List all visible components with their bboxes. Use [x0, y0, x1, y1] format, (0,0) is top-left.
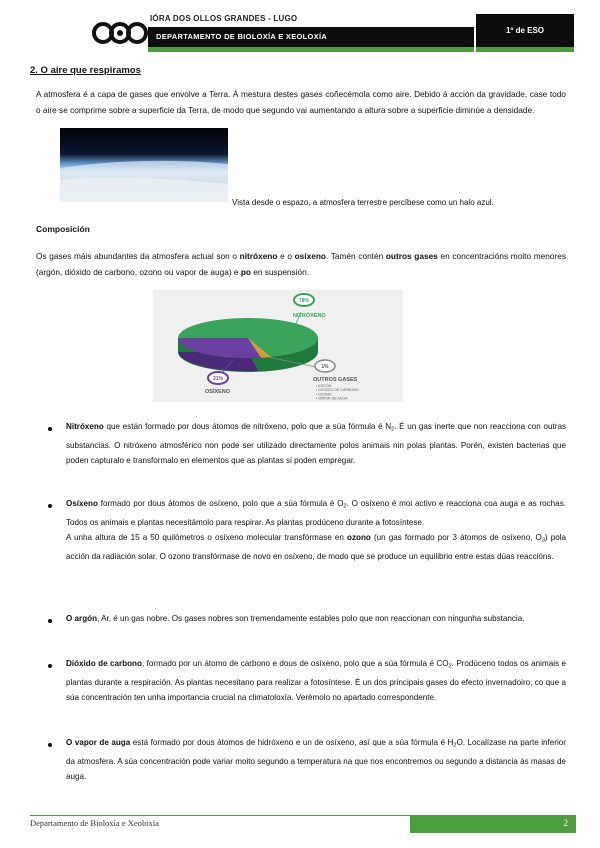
- course-level: 1º de ESO: [505, 26, 545, 35]
- bullet-marker: [48, 743, 52, 747]
- composition-title: Composición: [36, 224, 90, 234]
- composition-pie-chart: [153, 290, 403, 402]
- bullet-argon: O argón, Ar, é un gas nobre. Os gases nobres son tremendamente estables polo que non reaccionan con ningunha substancia.: [66, 614, 525, 623]
- other-gases-list: [316, 383, 359, 401]
- school-logo: [92, 14, 148, 52]
- header-department: DEPARTAMENTO DE BIOLOXÍA E XEOLOXÍA: [156, 32, 328, 41]
- nitrogen-category-label: NITRÓXENO: [293, 313, 326, 319]
- nitrogen-percent-label: 78%: [298, 298, 310, 304]
- header-department-bar: [148, 27, 474, 52]
- other-gas-item: • ARGÓN: [316, 384, 332, 388]
- pie-chart-svg: [153, 290, 403, 402]
- bullet-marker: [48, 427, 52, 431]
- footer-department: Departamento de Bioloxía e Xeoloxía: [30, 818, 159, 828]
- bullet-nitrogen: Nitróxeno que están formado por dous átomos de nitróxeno, polo que a súa fórmula é $N_2$. É un gas inerte que non reacciona con outras substancias. O nitróxeno atmosférico non pode ser utilizado directamente polos animais nin polas plantas. Porén, existen bacterias que poden capturalo e transformalo en elementos que as plantas si poden empregar.: [66, 422, 566, 465]
- footer-page-box: [410, 815, 576, 833]
- bullet-marker: [48, 619, 52, 623]
- school-name: IÓRA DOS OLLOS GRANDES - LUGO: [150, 14, 298, 23]
- intro-paragraph: A atmosfera é a capa de gases que envolve a Terra. Á mestura destes gases coñecémola como aire. Debido á acción da gravidade, case todo o aire se comprime sobre a superficie da Terra, de modo que segundo vai aumentando a altura sobre a superficie diminúe a densidade.: [36, 89, 566, 115]
- bullet-carbon-dioxide: Dióxido de carbono, formado por un átomo de carbono e dous de osíxeno, polo que a súa fórmula é $CO_2$. Prodúceno todos os animais e plantas durante a respiración. As plantas necesitano para realizar a fotosíntese. É un dos principais gases do efecto invernadoiro, co que a súa concentración ten unha importancia crucial na climatoloxía. Verémolo no apartado correspondente.: [66, 659, 566, 702]
- other-gas-item: • DIÓXIDO DE CARBONO: [316, 388, 359, 393]
- other-gas-item: • VAPOR DE AUGA: [316, 396, 348, 401]
- image-caption: Vista desde o espazo, a atmosfera terrestre percíbese como un halo azul.: [232, 198, 494, 207]
- bullet-oxygen: Osíxeno formado por dous átomos de osíxeno, polo que a súa fórmula é $O_2$. O osíxeno é moi activo e reacciona coa auga e as rochas. Todos os animais e plantas necesitámolo para respirar. As plantas prodúceno durante a fotosíntese. A unha altura de 15 a 50 quilómetros o osíxeno molecular transfórmase en ozono (un gas formado por 3 átomos de osíxeno, $O_3$) pola acción da radiación solar. O ozono transfórmase de novo en osíxeno, de modo que se produce un equilibrio entre estas dúas reaccións.: [66, 499, 567, 561]
- page-number: 2: [563, 818, 568, 828]
- composition-paragraph: Os gases máis abundantes da atmosfera actual son o nitróxeno e o osíxeno. Tamén contén outros gases en concentracións moito menores (argón, dióxido de carbono, ozono ou vapor de auga) e po en suspensión.: [36, 251, 567, 277]
- bullet-marker: [48, 664, 52, 668]
- oxygen-category-label: OSÍXENO: [205, 389, 231, 395]
- oxygen-percent-label: 21%: [212, 376, 224, 382]
- footer-rule: [30, 815, 410, 816]
- atmosphere-from-space-image: [60, 128, 228, 202]
- other-category-label: OUTROS GASES: [313, 377, 358, 383]
- other-percent-label: 1%: [321, 364, 329, 370]
- header-level-box: [476, 14, 574, 52]
- bullet-water-vapour: O vapor de auga está formado por dous átomos de hidróxeno e un de osíxeno, así que a súa fórmula é $H_2O$. Localízase na parte inferior da atmosfera. A súa concentración pode variar moito segundo a temperatura na que nos encontremos ou segundo a distancia ás masas de auga.: [66, 738, 566, 781]
- section-title: 2. O aire que respiramos: [30, 65, 141, 76]
- other-gas-item: • OZONO: [316, 392, 332, 397]
- bullet-marker: [48, 504, 52, 508]
